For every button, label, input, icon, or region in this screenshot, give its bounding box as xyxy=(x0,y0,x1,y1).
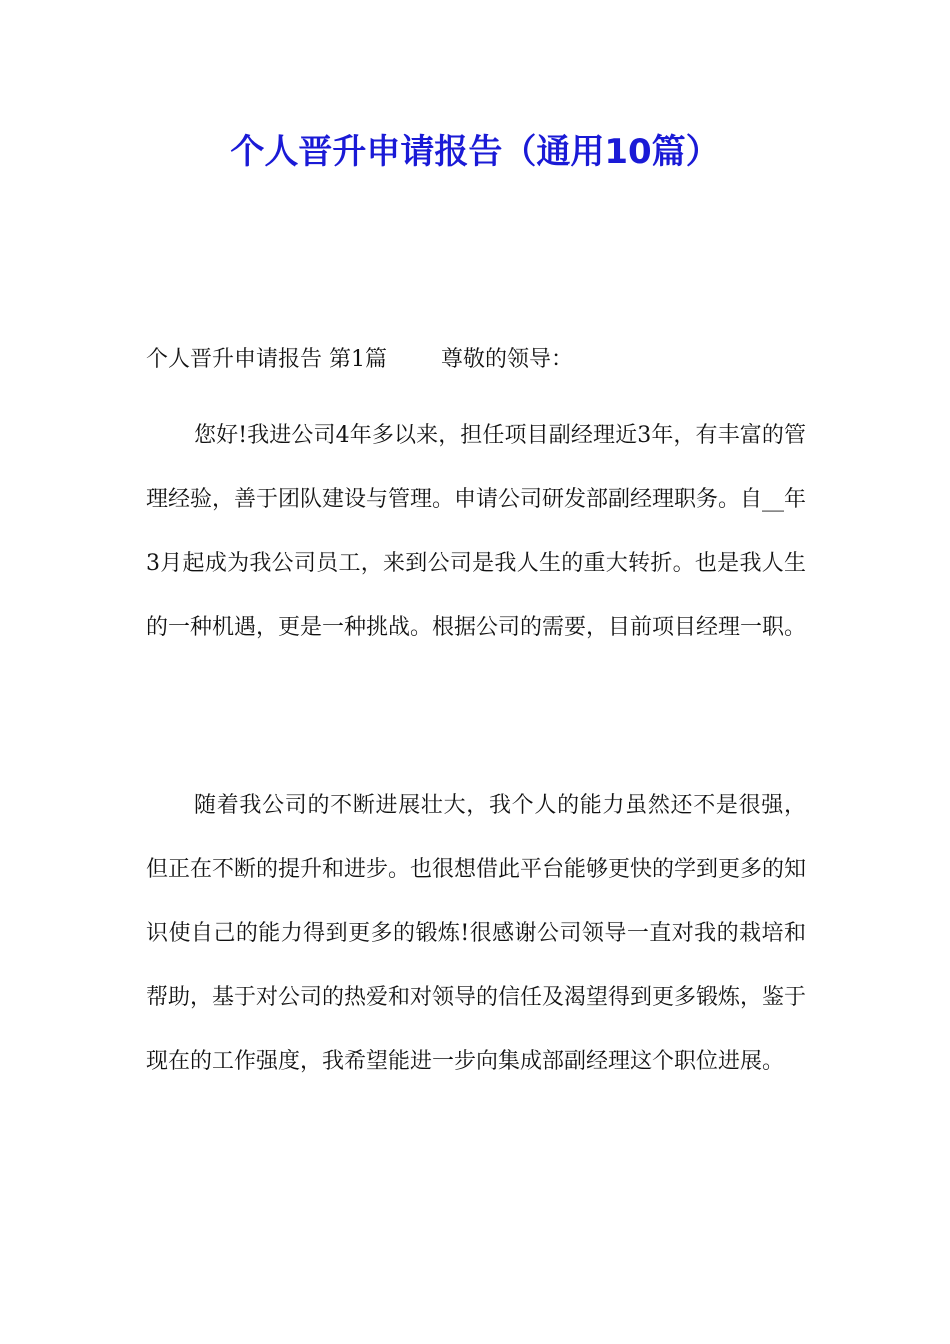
section-heading: 个人晋升申请报告 第1篇 xyxy=(146,347,387,372)
salutation: 尊敬的领导： xyxy=(441,347,574,372)
document-title: 个人晋升申请报告（通用10篇） xyxy=(230,132,720,172)
paragraph-1: 您好!我进公司4年多以来，担任项目副经理近3年，有丰富的管理经验，善于团队建设与管理。申请公司研发部副经理职务。自__年3月起成为我公司员工，来到公司是我人生的重大转折。也是我人生的一种机遇，更是一种挑战。根据公司的需要，目前项目经理一职。 xyxy=(146,423,807,640)
paragraph-2: 随着我公司的不断进展壮大，我个人的能力虽然还不是很强，但正在不断的提升和进步。也很想借此平台能够更快的学到更多的知识使自己的能力得到更多的锻炼!很感谢公司领导一直对我的栽培和帮助，基于对公司的热爱和对领导的信任及渴望得到更多锻炼，鉴于现在的工作强度，我希望能进一步向集成部副经理这个职位进展。 xyxy=(146,793,807,1074)
section-heading-line xyxy=(146,344,806,376)
